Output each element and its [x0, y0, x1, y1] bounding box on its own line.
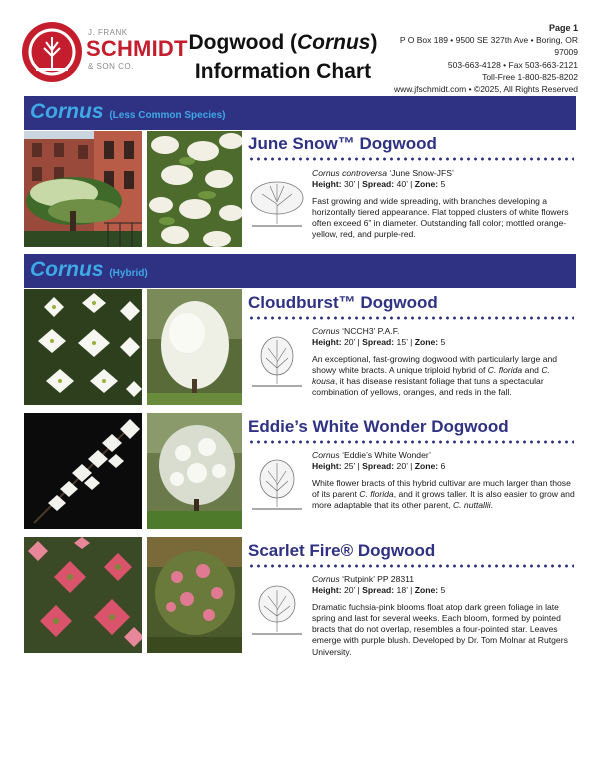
- plant-description: [312, 478, 576, 512]
- plant-info: [312, 168, 576, 241]
- logo-text-top: J. FRANK: [88, 28, 128, 37]
- spread-label: Spread:: [362, 337, 395, 348]
- scientific-name: [312, 168, 576, 179]
- dotted-divider: [248, 316, 574, 320]
- spread-value: 15’: [394, 337, 408, 348]
- zone-label: Zone:: [414, 179, 439, 190]
- height-value: 30’: [341, 179, 356, 190]
- title-genus: Cornus: [296, 31, 371, 54]
- plant-name: Scarlet Fire® Dogwood: [248, 541, 436, 560]
- species-italic: Cornus: [312, 326, 340, 336]
- dotted-divider: [248, 440, 574, 444]
- dimensions: Height: 20’ | Spread: 15’ | Zone: 5: [312, 337, 446, 348]
- zone-label: Zone:: [414, 461, 439, 472]
- june-snow-tree-photo: [24, 131, 142, 247]
- dotted-divider: [248, 564, 574, 568]
- section-subtitle: (Hybrid): [109, 268, 148, 279]
- spread-label: Spread:: [362, 585, 395, 596]
- description-text: An exceptional, fast-growing dogwood with particularly large and showy white bracts. A unique triploid hybrid of: [312, 353, 558, 375]
- height-value: 25’: [341, 461, 356, 472]
- spread-label: Spread:: [362, 179, 395, 190]
- page-number: Page 1: [548, 23, 578, 33]
- scientific-name: [312, 326, 576, 337]
- section-genus: Cornus: [30, 100, 104, 123]
- section-heading: [30, 100, 226, 124]
- title-suffix: ): [370, 31, 378, 54]
- spread-value: 40’: [394, 179, 408, 190]
- plant-info: [312, 450, 576, 511]
- plant-description: [312, 602, 576, 658]
- zone-value: 6: [438, 461, 446, 472]
- section-subtitle: (Less Common Species): [109, 110, 226, 121]
- title-prefix: Dogwood (: [188, 31, 297, 54]
- plant-name: Cloudburst™ Dogwood: [248, 293, 438, 312]
- eddies-flower-photo: [24, 413, 142, 529]
- height-label: Height:: [312, 461, 342, 472]
- height-value: 20’: [341, 337, 356, 348]
- cultivar: ‘Rutpink’ PP 28311: [339, 574, 415, 584]
- plant-description: [312, 354, 576, 399]
- address-line: P O Box 189 • 9500 SE 327th Ave • Boring, OR 97009: [399, 35, 578, 58]
- tree-logo-icon: [22, 22, 82, 82]
- description-italic: C. florida: [487, 364, 523, 375]
- description-text: and: [522, 364, 542, 375]
- section-genus: Cornus: [30, 258, 104, 281]
- spread-label: Spread:: [362, 461, 395, 472]
- logo-text-bottom: & SON CO.: [88, 62, 134, 71]
- description-text: Dramatic fuchsia-pink blooms float atop dark green foliage in late spring and last for several weeks. Each bloom, formed by pointed bracts that do not overlap, resembles a four-pointed star. Leaves emerge with purple blush. Developed by Dr. Tom Molnar at Rutgers University.: [312, 601, 568, 657]
- wide-spreading-tree-icon: [248, 176, 306, 232]
- zone-value: 5: [438, 337, 446, 348]
- height-label: Height:: [312, 585, 342, 596]
- zone-label: Zone:: [414, 337, 439, 348]
- description-text: .: [490, 500, 494, 511]
- zone-value: 5: [438, 585, 446, 596]
- section-bar-less-common: [24, 96, 576, 130]
- plant-info: [312, 574, 576, 658]
- description-italic: C. nuttallii: [452, 500, 491, 511]
- dotted-divider: [248, 157, 574, 161]
- description-text: White flower bracts of this hybrid cultivar are much larger than those of its parent: [312, 477, 571, 499]
- species-italic: Cornus: [312, 450, 340, 460]
- phone-line: 503-663-4128 • Fax 503-663-2121: [447, 59, 578, 70]
- height-value: 20’: [341, 585, 356, 596]
- tollfree-line: Toll-Free 1-800-825-8202: [482, 71, 578, 82]
- height-label: Height:: [312, 179, 342, 190]
- species-italic: Cornus controversa: [312, 168, 387, 178]
- spread-value: 20’: [394, 461, 408, 472]
- species-italic: Cornus: [312, 574, 340, 584]
- cultivar: ‘Eddie’s White Wonder’: [339, 450, 431, 460]
- description-text: , it has disease resistant foliage that tuns a spectacular combination of yellows, oranges, and reds in the fall.: [312, 376, 544, 398]
- section-heading: [30, 258, 148, 282]
- cultivar: ‘NCCH3’ P.A.F.: [339, 326, 400, 336]
- height-label: Height:: [312, 337, 342, 348]
- description-italic: C. kousa: [312, 364, 550, 387]
- plant-description: [312, 196, 576, 241]
- dimensions: Height: 25’ | Spread: 20’ | Zone: 6: [312, 461, 446, 472]
- description-italic: C. florida: [359, 488, 394, 499]
- rounded-tree-icon: [248, 582, 306, 638]
- company-logo: [22, 22, 188, 84]
- contact-block: [378, 22, 578, 95]
- zone-value: 5: [438, 179, 446, 190]
- plant-name: Eddie’s White Wonder Dogwood: [248, 417, 509, 436]
- description-text: Fast growing and wide spreading, with branches developing a horizontally tiered appearance. Flat topped clusters of white flowers often exceed 6” in diameter. Outstanding fall color; mottled orange-yellow, red, and purple-red.: [312, 195, 569, 240]
- logo-wordmark: SCHMIDT: [86, 36, 188, 61]
- title-line-2: Information Chart: [194, 60, 372, 83]
- plant-info: [312, 326, 576, 399]
- cloudburst-flower-photo: [24, 289, 142, 405]
- scientific-name: [312, 574, 576, 585]
- plant-name: June Snow™ Dogwood: [248, 134, 437, 153]
- cultivar: ‘June Snow-JFS’: [387, 168, 454, 178]
- zone-label: Zone:: [414, 585, 439, 596]
- scarlet-fire-flower-photo: [24, 537, 142, 653]
- dimensions: Height: 20’ | Spread: 18’ | Zone: 5: [312, 585, 446, 596]
- section-bar-hybrid: [24, 254, 576, 288]
- dimensions: Height: 30’ | Spread: 40’ | Zone: 5: [312, 179, 446, 190]
- upright-tree-icon: [248, 334, 306, 390]
- spread-value: 18’: [394, 585, 408, 596]
- scientific-name: [312, 450, 576, 461]
- document-title: [176, 28, 390, 86]
- upright-tree-icon: [248, 457, 306, 513]
- description-text: , and it grows taller. It is also easier to grow and more adaptable that its other parent,: [312, 488, 575, 511]
- web-line[interactable]: www.jfschmidt.com • ©2025, All Rights Reserved: [393, 84, 578, 95]
